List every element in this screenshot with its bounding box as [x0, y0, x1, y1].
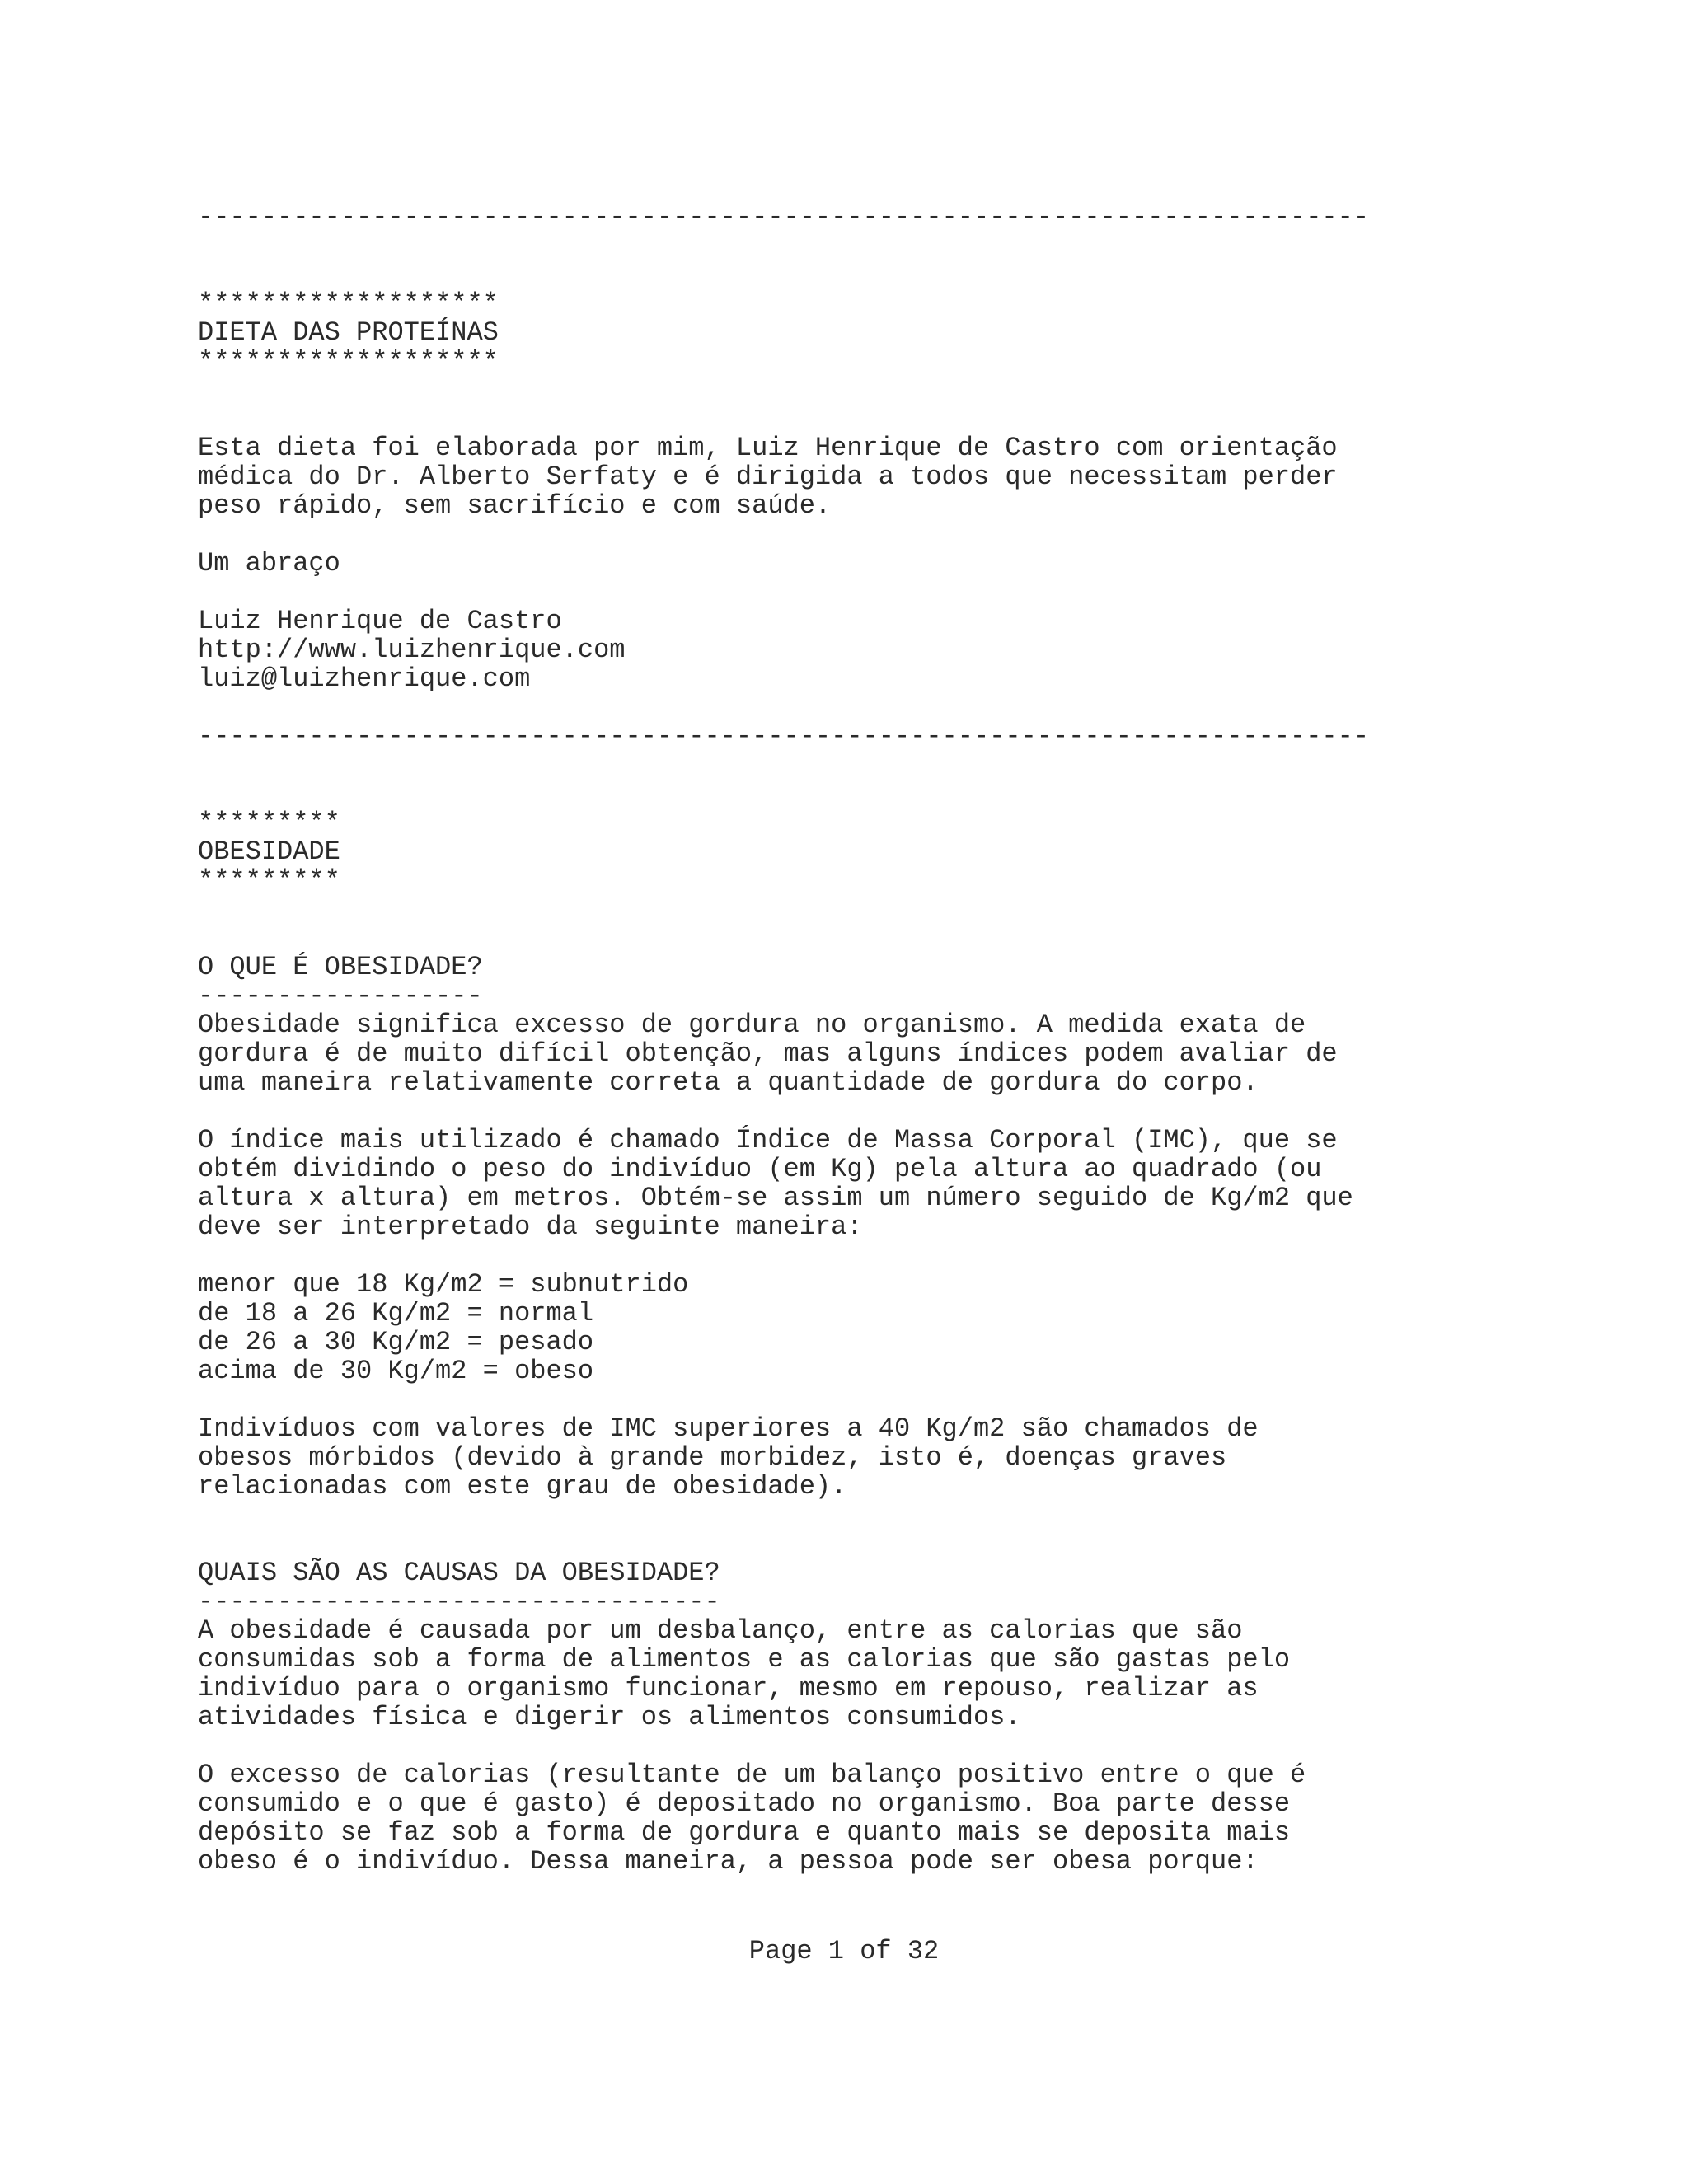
document-text: -------------------------------------------------------------------------- ******************* DIETA DAS PROTEÍNAS ******************* Esta dieta foi elaborada por mim, Luiz Henrique de Castro com orientação médica do Dr. Alberto Serfaty e é dirigida a todos que necessitam perder peso rápido, sem sacrifício e com saúde. Um abraço Luiz Henrique de Castro http://www.luizhenrique.com luiz@luizhenrique.com -------------------------------------------------------------------------- ********* OBESIDADE ********* O QUE É OBESIDADE? ------------------ Obesidade significa excesso de gordura no organismo. A medida exata de gordura é de muito difícil obtenção, mas alguns índices podem avaliar de uma maneira relativamente correta a quantidade de gordura do corpo. O índice mais utilizado é chamado Índice de Massa Corporal (IMC), que se obtém dividindo o peso do indivíduo (em Kg) pela altura ao quadrado (ou altura x altura) em metros. Obtém-se assim um número seguido de Kg/m2 que deve ser interpretado da seguinte maneira: menor que 18 Kg/m2 = subnutrido de 18 a 26 Kg/m2 = normal de 26 a 30 Kg/m2 = pesado acima de 30 Kg/m2 = obeso Indivíduos com valores de IMC superiores a 40 Kg/m2 são chamados de obesos mórbidos (devido à grande morbidez, isto é, doenças graves relacionadas com este grau de obesidade). QUAIS SÃO AS CAUSAS DA OBESIDADE? --------------------------------- A obesidade é causada por um desbalanço, entre as calorias que são consumidas sob a forma de alimentos e as calorias que são gastas pelo indivíduo para o organismo funcionar, mesmo em repouso, realizar as atividades física e digerir os alimentos consumidos. O excesso de calorias (resultante de um balanço positivo entre o que é consumido e o que é gasto) é depositado no organismo. Boa parte desse depósito se faz sob a forma de gordura e quanto mais se deposita mais obeso é o indivíduo. Dessa maneira, a pessoa pode ser obesa porque: [198, 202, 1370, 1877]
page-number: Page 1 of 32 [748, 1936, 940, 1966]
